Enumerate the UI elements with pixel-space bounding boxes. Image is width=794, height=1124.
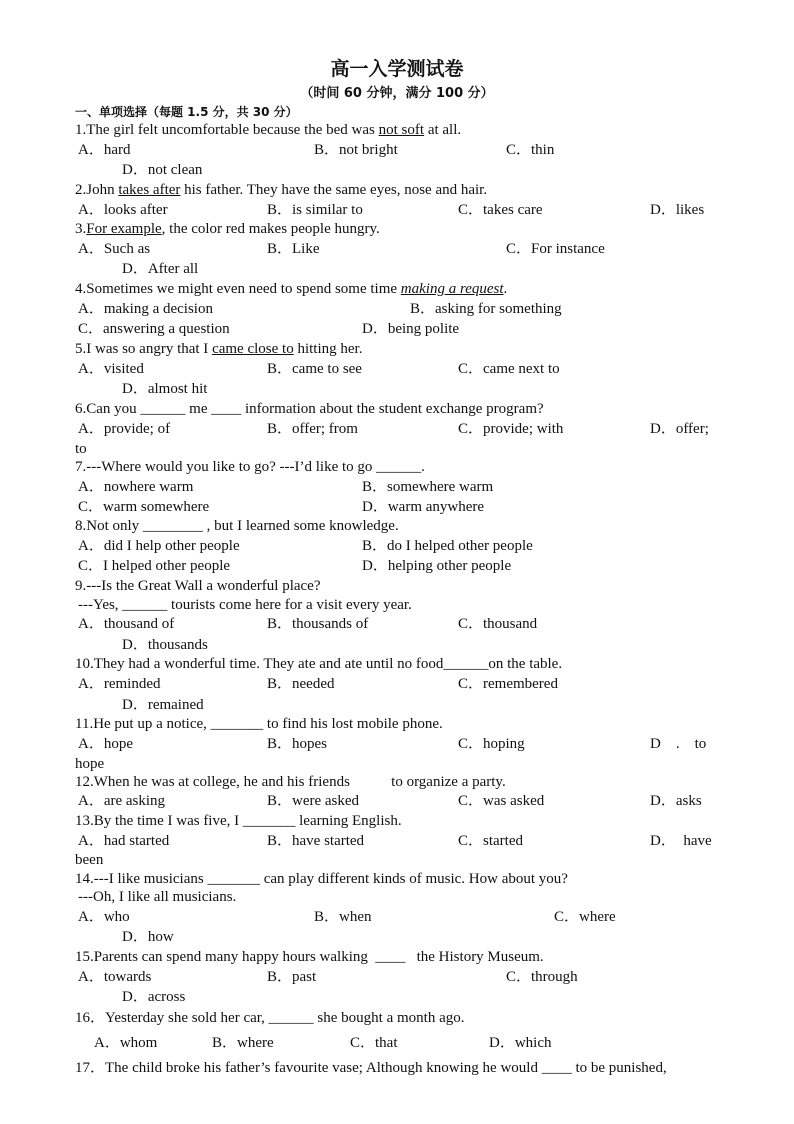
option-a: A．thousand of xyxy=(78,616,175,632)
question-1-stem: 1.The girl felt uncomfortable because the bed was not soft at all. xyxy=(75,122,462,138)
option-b: B．is similar to xyxy=(267,202,363,218)
option-b: B．have started xyxy=(267,833,365,849)
question-8-stem: 8.Not only ________ , but I learned some knowledge. xyxy=(75,518,399,534)
option-b: B．came to see xyxy=(267,361,362,377)
option-c: C．through xyxy=(506,969,578,985)
underlined-phrase: making a request xyxy=(400,281,504,297)
option-c: C．that xyxy=(350,1035,398,1051)
option-c: C．where xyxy=(554,909,616,925)
option-d: D．being polite xyxy=(362,321,460,337)
question-6-stem: 6.Can you ______ me ____ information about the student exchange program? xyxy=(75,401,544,417)
option-c: C．thousand xyxy=(458,616,538,632)
option-c: C．warm somewhere xyxy=(78,499,210,515)
underlined-phrase: came close to xyxy=(212,341,294,357)
option-a: A．Such as xyxy=(78,241,151,257)
question-12-stem: 12.When he was at college, he and his friends to organize a party. xyxy=(75,774,506,790)
option-b: B．not bright xyxy=(314,142,398,158)
option-c: C．provide; with xyxy=(458,421,564,437)
option-a: A．hope xyxy=(78,736,133,752)
option-b: B．offer; from xyxy=(267,421,358,437)
question-4-stem: 4.Sometimes we might even need to spend some time making a request. xyxy=(75,281,508,297)
option-b: B．hopes xyxy=(267,736,328,752)
option-c: C．hoping xyxy=(458,736,525,752)
option-a: A．provide; of xyxy=(78,421,171,437)
option-b: B．somewhere warm xyxy=(362,479,494,495)
option-d: D．helping other people xyxy=(362,558,512,574)
option-a: A．looks after xyxy=(78,202,168,218)
option-d: D．warm anywhere xyxy=(362,499,485,515)
option-c: C．came next to xyxy=(458,361,560,377)
question-16-stem: 16．Yesterday she sold her car, ______ she bought a month ago. xyxy=(75,1010,465,1026)
option-d: D．across xyxy=(122,989,186,1005)
question-3-stem: 3.For example, the color red makes people hungry. xyxy=(75,221,380,237)
option-d: D．remained xyxy=(122,697,204,713)
option-d: D．likes xyxy=(650,202,705,218)
question-13-stem: 13.By the time I was five, I _______ learning English. xyxy=(75,813,402,829)
option-a: A．visited xyxy=(78,361,144,377)
option-a: A．had started xyxy=(78,833,170,849)
option-c: C．started xyxy=(458,833,523,849)
exam-subtitle: （时间 60 分钟，满分 100 分） xyxy=(300,86,494,101)
option-a: A．who xyxy=(78,909,130,925)
option-d: D．After all xyxy=(122,261,199,277)
option-a: A．making a decision xyxy=(78,301,213,317)
option-d: D．offer; xyxy=(650,421,709,437)
question-14-stem-2: ---Oh, I like all musicians. xyxy=(78,889,237,905)
question-7-stem: 7.---Where would you like to go? ---I’d like to go ______. xyxy=(75,459,425,475)
option-d: D．almost hit xyxy=(122,381,208,397)
option-c: C．remembered xyxy=(458,676,558,692)
option-b: B．asking for something xyxy=(410,301,562,317)
question-14-stem: 14.---I like musicians _______ can play different kinds of music. How about you? xyxy=(75,871,568,887)
underlined-phrase: not soft xyxy=(378,122,425,138)
option-a: A．did I help other people xyxy=(78,538,240,554)
option-b: B．thousands of xyxy=(267,616,369,632)
option-a: A．hard xyxy=(78,142,131,158)
option-b: B．where xyxy=(212,1035,274,1051)
section-heading: 一、单项选择（每题 1.5 分，共 30 分） xyxy=(75,105,298,119)
option-a: A．reminded xyxy=(78,676,161,692)
option-b: B．do I helped other people xyxy=(362,538,533,554)
option-c: C．was asked xyxy=(458,793,545,809)
option-b: B．when xyxy=(314,909,372,925)
option-d: D．not clean xyxy=(122,162,203,178)
option-d-wrap: to xyxy=(75,441,87,457)
underlined-phrase: For example xyxy=(86,221,162,237)
option-d: D．thousands xyxy=(122,637,208,653)
option-d-wrap: been xyxy=(75,852,104,868)
question-17-stem: 17．The child broke his father’s favourite vase; Although knowing he would ____ to be punished, xyxy=(75,1060,667,1076)
option-c: C．answering a question xyxy=(78,321,230,337)
exam-title: 高一入学测试卷 xyxy=(330,58,464,80)
option-a: A．whom xyxy=(94,1035,158,1051)
question-2-stem: 2.John takes after his father. They have the same eyes, nose and hair. xyxy=(75,182,488,198)
option-d: D．which xyxy=(489,1035,552,1051)
question-11-stem: 11.He put up a notice, _______ to find his lost mobile phone. xyxy=(75,716,443,732)
question-10-stem: 10.They had a wonderful time. They ate and ate until no food______on the table. xyxy=(75,656,563,672)
option-a: A．are asking xyxy=(78,793,166,809)
option-b: B．Like xyxy=(267,241,320,257)
option-d: D . to xyxy=(650,736,707,752)
option-c: C．thin xyxy=(506,142,555,158)
question-5-stem: 5.I was so angry that I came close to hitting her. xyxy=(75,341,363,357)
option-b: B．needed xyxy=(267,676,335,692)
question-9-stem-2: ---Yes, ______ tourists come here for a visit every year. xyxy=(78,597,412,613)
option-a: A．towards xyxy=(78,969,152,985)
option-b: B．were asked xyxy=(267,793,360,809)
option-a: A．nowhere warm xyxy=(78,479,194,495)
option-d: D．asks xyxy=(650,793,702,809)
option-d-wrap: hope xyxy=(75,756,105,772)
option-c: C．I helped other people xyxy=(78,558,231,574)
option-c: C．takes care xyxy=(458,202,543,218)
option-b: B．past xyxy=(267,969,317,985)
question-15-stem: 15.Parents can spend many happy hours walking ____ the History Museum. xyxy=(75,949,544,965)
question-9-stem: 9.---Is the Great Wall a wonderful place? xyxy=(75,578,321,594)
underlined-phrase: takes after xyxy=(118,182,181,198)
option-d: D． have xyxy=(650,833,712,849)
option-c: C．For instance xyxy=(506,241,605,257)
option-d: D．how xyxy=(122,929,174,945)
